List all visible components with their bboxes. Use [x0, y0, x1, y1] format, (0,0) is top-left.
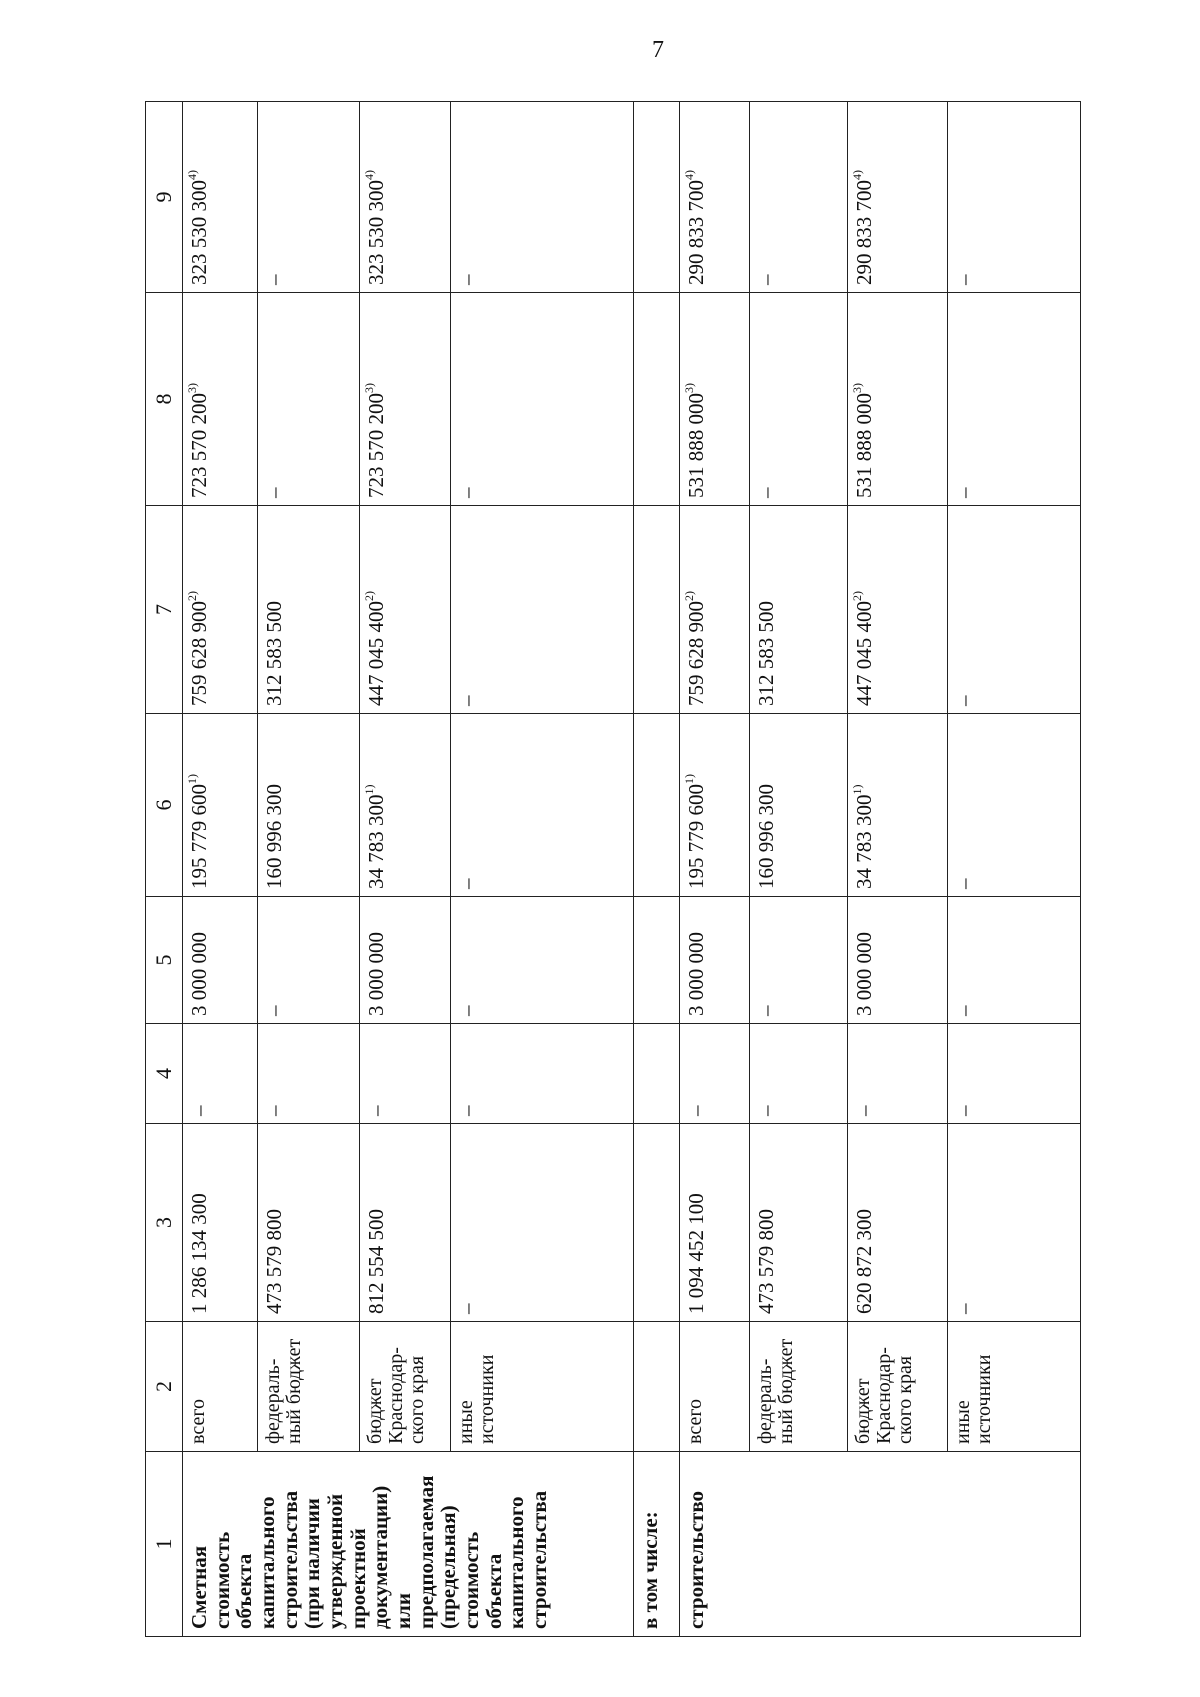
source-label: бюджет Краснодар-ского края	[848, 1322, 948, 1452]
footnote-mark: 2)	[682, 591, 696, 601]
value-cell: 3 000 000	[680, 897, 750, 1024]
table-row	[680, 102, 750, 1637]
value-cell: 447 045 400$^{2)}$	[360, 506, 451, 714]
value-cell: –	[750, 293, 848, 506]
value-cell: 447 045 400$^{2)}$	[848, 506, 948, 714]
value-cell: 312 583 500	[750, 506, 848, 714]
value-cell: 323 530 300$^{4)}$	[360, 102, 451, 293]
column-number-5: 5	[146, 897, 183, 1024]
rotated-table-wrapper	[145, 102, 1080, 1637]
value-cell: 1 286 134 300	[183, 1124, 258, 1322]
value-cell: –	[680, 1024, 750, 1124]
value-cell: –	[948, 1024, 1081, 1124]
value-cell: –	[258, 1024, 360, 1124]
table-row	[451, 102, 634, 1637]
footnote-mark: 1)	[362, 784, 376, 795]
value-cell: –	[750, 897, 848, 1024]
value-cell: 759 628 900$^{2)}$	[183, 506, 258, 714]
value-cell: 290 833 700$^{4)}$	[680, 102, 750, 293]
column-number-4: 4	[146, 1024, 183, 1124]
value-cell: 1 094 452 100	[680, 1124, 750, 1322]
value-cell: 3 000 000	[360, 897, 451, 1024]
footnote-mark: 4)	[185, 170, 199, 180]
in-total-label: в том числе:	[634, 1452, 680, 1637]
value-cell: –	[258, 102, 360, 293]
funding-table	[145, 101, 1081, 1637]
value-cell: 160 996 300	[258, 714, 360, 897]
value-cell: 323 530 300$^{4)}$	[183, 102, 258, 293]
table-row	[848, 102, 948, 1637]
value-cell: 195 779 600$^{1)}$	[183, 714, 258, 897]
empty-cell	[634, 1024, 680, 1124]
column-number-7: 7	[146, 506, 183, 714]
footnote-mark: 2)	[185, 591, 199, 601]
empty-cell	[634, 897, 680, 1024]
value-cell: 160 996 300	[750, 714, 848, 897]
value-cell: 473 579 800	[258, 1124, 360, 1322]
value-cell: –	[451, 1024, 634, 1124]
column-number-2: 2	[146, 1322, 183, 1452]
footnote-mark: 2)	[362, 591, 376, 601]
table-row	[258, 102, 360, 1637]
value-cell: 812 554 500	[360, 1124, 451, 1322]
value-cell: 759 628 900$^{2)}$	[680, 506, 750, 714]
block-2-label: строительство	[680, 1452, 1081, 1637]
value-cell: –	[183, 1024, 258, 1124]
value-cell: –	[451, 897, 634, 1024]
empty-cell	[634, 506, 680, 714]
value-cell: 34 783 300$^{1)}$	[848, 714, 948, 897]
footnote-mark: 3)	[682, 383, 696, 393]
value-cell: –	[948, 1124, 1081, 1322]
footnote-mark: 1)	[850, 784, 864, 795]
empty-cell	[634, 714, 680, 897]
column-number-row	[146, 102, 183, 1637]
value-cell: 3 000 000	[183, 897, 258, 1024]
source-label: бюджет Краснодар-ского края	[360, 1322, 451, 1452]
value-cell: 473 579 800	[750, 1124, 848, 1322]
column-number-1: 1	[146, 1452, 183, 1637]
value-cell: –	[750, 1024, 848, 1124]
value-cell: 723 570 200$^{3)}$	[360, 293, 451, 506]
value-cell: 620 872 300	[848, 1124, 948, 1322]
empty-cell	[634, 1124, 680, 1322]
value-cell: –	[948, 897, 1081, 1024]
column-number-6: 6	[146, 714, 183, 897]
source-label: всего	[680, 1322, 750, 1452]
value-cell: –	[948, 102, 1081, 293]
block-1-label: Сметная стоимость объекта капитального строительства (при наличии утвержденной проектной документации) или предполагаемая (предельная) стоимость объекта капитального строительства	[183, 1452, 634, 1637]
value-cell: 195 779 600$^{1)}$	[680, 714, 750, 897]
empty-cell	[634, 293, 680, 506]
value-cell: –	[750, 102, 848, 293]
empty-cell	[634, 1322, 680, 1452]
footnote-mark: 3)	[185, 383, 199, 393]
source-label: всего	[183, 1322, 258, 1452]
value-cell: 34 783 300$^{1)}$	[360, 714, 451, 897]
source-label: иные источники	[451, 1322, 634, 1452]
footnote-mark: 1)	[682, 774, 696, 784]
page-number: 7	[652, 37, 664, 63]
value-cell: 290 833 700$^{4)}$	[848, 102, 948, 293]
value-cell: –	[451, 1124, 634, 1322]
value-cell: –	[451, 102, 634, 293]
value-cell: –	[451, 714, 634, 897]
table-row	[360, 102, 451, 1637]
value-cell: 3 000 000	[848, 897, 948, 1024]
table-row	[634, 102, 680, 1637]
column-number-8: 8	[146, 293, 183, 506]
column-number-3: 3	[146, 1124, 183, 1322]
value-cell: –	[258, 897, 360, 1024]
footnote-mark: 3)	[850, 383, 864, 393]
value-cell: –	[948, 714, 1081, 897]
footnote-mark: 1)	[185, 774, 199, 784]
table-row	[948, 102, 1081, 1637]
table-row	[183, 102, 258, 1637]
value-cell: –	[848, 1024, 948, 1124]
value-cell: 723 570 200$^{3)}$	[183, 293, 258, 506]
source-label: федераль-ный бюджет	[750, 1322, 848, 1452]
footnote-mark: 4)	[362, 170, 376, 180]
source-label: иные источники	[948, 1322, 1081, 1452]
footnote-mark: 4)	[682, 170, 696, 180]
value-cell: –	[258, 293, 360, 506]
value-cell: –	[948, 506, 1081, 714]
source-label: федераль-ный бюджет	[258, 1322, 360, 1452]
value-cell: –	[451, 293, 634, 506]
footnote-mark: 2)	[850, 591, 864, 601]
value-cell: –	[360, 1024, 451, 1124]
value-cell: –	[451, 506, 634, 714]
empty-cell	[634, 102, 680, 293]
value-cell: 531 888 000$^{3)}$	[680, 293, 750, 506]
value-cell: –	[948, 293, 1081, 506]
footnote-mark: 3)	[362, 383, 376, 393]
column-number-9: 9	[146, 102, 183, 293]
value-cell: 312 583 500	[258, 506, 360, 714]
table-row	[750, 102, 848, 1637]
value-cell: 531 888 000$^{3)}$	[848, 293, 948, 506]
footnote-mark: 4)	[850, 170, 864, 180]
